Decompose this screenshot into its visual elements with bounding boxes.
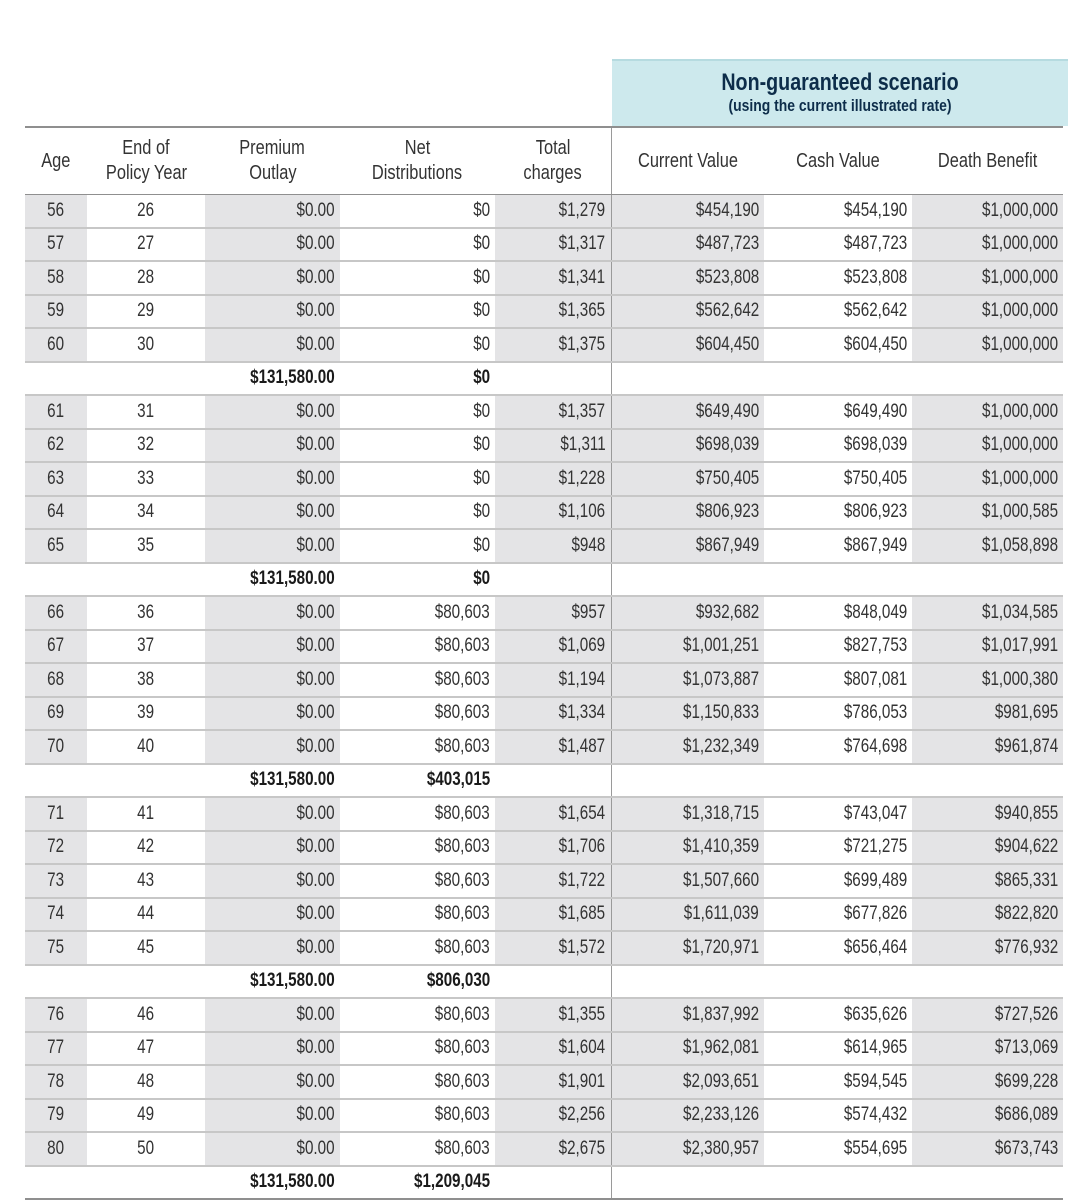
age-cell: 72 bbox=[25, 831, 87, 865]
death-benefit-cell: $1,000,000 bbox=[912, 295, 1063, 329]
cash-value-cell: $635,626 bbox=[764, 998, 912, 1032]
net-distributions-cell: $0 bbox=[340, 529, 495, 563]
death-benefit-cell: $1,034,585 bbox=[912, 596, 1063, 630]
table-row bbox=[25, 228, 1063, 262]
total-charges-cell: $1,311 bbox=[495, 429, 611, 463]
current-value-cell: $487,723 bbox=[611, 228, 764, 262]
table-row bbox=[25, 295, 1063, 329]
age-cell: 63 bbox=[25, 462, 87, 496]
current-value-cell: $1,720,971 bbox=[611, 931, 764, 965]
total-charges-cell: $1,375 bbox=[495, 328, 611, 362]
policy-year-cell: 49 bbox=[87, 1099, 205, 1133]
net-distributions-cell: $0 bbox=[340, 429, 495, 463]
cash-value-cell: $677,826 bbox=[764, 898, 912, 932]
cash-value-cell: $721,275 bbox=[764, 831, 912, 865]
policy-year-cell: 32 bbox=[87, 429, 205, 463]
total-charges-cell: $1,604 bbox=[495, 1032, 611, 1066]
col-header-premium-outlay: Premium Outlay bbox=[205, 127, 340, 195]
cash-value-cell: $750,405 bbox=[764, 462, 912, 496]
policy-year-cell: 48 bbox=[87, 1065, 205, 1099]
net-distributions-cell: $80,603 bbox=[340, 1032, 495, 1066]
policy-year-cell: 27 bbox=[87, 228, 205, 262]
distributions-subtotal-cell: $403,015 bbox=[340, 764, 495, 798]
age-cell: 60 bbox=[25, 328, 87, 362]
table-row bbox=[25, 395, 1063, 429]
scenario-subtitle: (using the current illustrated rate) bbox=[728, 96, 952, 115]
cash-value-cell: $656,464 bbox=[764, 931, 912, 965]
age-cell: 62 bbox=[25, 429, 87, 463]
empty-cell bbox=[87, 362, 205, 396]
total-charges-cell: $1,901 bbox=[495, 1065, 611, 1099]
age-cell: 58 bbox=[25, 261, 87, 295]
current-value-cell: $604,450 bbox=[611, 328, 764, 362]
age-cell: 75 bbox=[25, 931, 87, 965]
current-value-cell: $1,962,081 bbox=[611, 1032, 764, 1066]
table-row bbox=[25, 1032, 1063, 1066]
death-benefit-cell: $1,000,000 bbox=[912, 195, 1063, 228]
policy-year-cell: 45 bbox=[87, 931, 205, 965]
total-charges-cell: $1,706 bbox=[495, 831, 611, 865]
table-row bbox=[25, 195, 1063, 228]
cash-value-cell: $764,698 bbox=[764, 730, 912, 764]
distributions-subtotal-cell: $0 bbox=[340, 563, 495, 597]
total-charges-cell: $1,654 bbox=[495, 797, 611, 831]
subtotal-row bbox=[25, 764, 1063, 798]
net-distributions-cell: $0 bbox=[340, 395, 495, 429]
table-row bbox=[25, 931, 1063, 965]
col-header-age: Age bbox=[25, 127, 87, 195]
premium-outlay-cell: $0.00 bbox=[205, 195, 340, 228]
net-distributions-cell: $0 bbox=[340, 496, 495, 530]
premium-outlay-cell: $0.00 bbox=[205, 261, 340, 295]
death-benefit-cell: $686,089 bbox=[912, 1099, 1063, 1133]
death-benefit-cell: $822,820 bbox=[912, 898, 1063, 932]
policy-year-cell: 39 bbox=[87, 697, 205, 731]
net-distributions-cell: $80,603 bbox=[340, 1065, 495, 1099]
cash-value-cell: $699,489 bbox=[764, 864, 912, 898]
policy-year-cell: 43 bbox=[87, 864, 205, 898]
total-charges-cell: $2,675 bbox=[495, 1132, 611, 1166]
col-header-net-distributions: Net Distributions bbox=[340, 127, 495, 195]
death-benefit-cell: $904,622 bbox=[912, 831, 1063, 865]
cash-value-cell: $786,053 bbox=[764, 697, 912, 731]
empty-cell bbox=[87, 1166, 205, 1200]
total-charges-cell: $957 bbox=[495, 596, 611, 630]
policy-year-cell: 29 bbox=[87, 295, 205, 329]
table-row bbox=[25, 328, 1063, 362]
current-value-cell: $1,150,833 bbox=[611, 697, 764, 731]
total-charges-cell: $1,685 bbox=[495, 898, 611, 932]
policy-year-cell: 34 bbox=[87, 496, 205, 530]
cash-value-cell: $848,049 bbox=[764, 596, 912, 630]
premium-outlay-cell: $0.00 bbox=[205, 1132, 340, 1166]
current-value-cell: $698,039 bbox=[611, 429, 764, 463]
net-distributions-cell: $80,603 bbox=[340, 1132, 495, 1166]
empty-cell bbox=[611, 764, 764, 798]
death-benefit-cell: $1,000,380 bbox=[912, 663, 1063, 697]
policy-year-cell: 46 bbox=[87, 998, 205, 1032]
total-charges-cell: $1,194 bbox=[495, 663, 611, 697]
premium-subtotal-cell: $131,580.00 bbox=[205, 563, 340, 597]
total-charges-cell: $1,106 bbox=[495, 496, 611, 530]
empty-cell bbox=[611, 362, 764, 396]
subtotal-row bbox=[25, 362, 1063, 396]
table-row bbox=[25, 697, 1063, 731]
table-row bbox=[25, 730, 1063, 764]
empty-cell bbox=[495, 362, 611, 396]
premium-outlay-cell: $0.00 bbox=[205, 462, 340, 496]
empty-cell bbox=[25, 1166, 87, 1200]
cash-value-cell: $454,190 bbox=[764, 195, 912, 228]
death-benefit-cell: $1,000,000 bbox=[912, 261, 1063, 295]
cash-value-cell: $562,642 bbox=[764, 295, 912, 329]
death-benefit-cell: $699,228 bbox=[912, 1065, 1063, 1099]
net-distributions-cell: $80,603 bbox=[340, 630, 495, 664]
age-cell: 57 bbox=[25, 228, 87, 262]
policy-year-cell: 26 bbox=[87, 195, 205, 228]
net-distributions-cell: $80,603 bbox=[340, 864, 495, 898]
premium-outlay-cell: $0.00 bbox=[205, 831, 340, 865]
death-benefit-cell: $673,743 bbox=[912, 1132, 1063, 1166]
premium-outlay-cell: $0.00 bbox=[205, 395, 340, 429]
current-value-cell: $1,001,251 bbox=[611, 630, 764, 664]
policy-year-cell: 36 bbox=[87, 596, 205, 630]
current-value-cell: $867,949 bbox=[611, 529, 764, 563]
table-row bbox=[25, 1132, 1063, 1166]
policy-year-cell: 47 bbox=[87, 1032, 205, 1066]
cash-value-cell: $594,545 bbox=[764, 1065, 912, 1099]
premium-outlay-cell: $0.00 bbox=[205, 864, 340, 898]
cash-value-cell: $867,949 bbox=[764, 529, 912, 563]
total-charges-cell: $1,334 bbox=[495, 697, 611, 731]
age-cell: 68 bbox=[25, 663, 87, 697]
empty-cell bbox=[912, 362, 1063, 396]
header-row bbox=[25, 127, 1063, 195]
current-value-cell: $806,923 bbox=[611, 496, 764, 530]
current-value-cell: $454,190 bbox=[611, 195, 764, 228]
death-benefit-cell: $727,526 bbox=[912, 998, 1063, 1032]
death-benefit-cell: $1,000,000 bbox=[912, 395, 1063, 429]
current-value-cell: $1,073,887 bbox=[611, 663, 764, 697]
net-distributions-cell: $80,603 bbox=[340, 831, 495, 865]
empty-cell bbox=[495, 563, 611, 597]
distributions-subtotal-cell: $1,209,045 bbox=[340, 1166, 495, 1200]
age-cell: 66 bbox=[25, 596, 87, 630]
empty-cell bbox=[912, 764, 1063, 798]
net-distributions-cell: $0 bbox=[340, 261, 495, 295]
current-value-cell: $2,233,126 bbox=[611, 1099, 764, 1133]
policy-year-cell: 28 bbox=[87, 261, 205, 295]
net-distributions-cell: $80,603 bbox=[340, 1099, 495, 1133]
current-value-cell: $1,837,992 bbox=[611, 998, 764, 1032]
total-charges-cell: $1,355 bbox=[495, 998, 611, 1032]
table-row bbox=[25, 261, 1063, 295]
total-charges-cell: $1,722 bbox=[495, 864, 611, 898]
death-benefit-cell: $1,000,000 bbox=[912, 462, 1063, 496]
table-body bbox=[25, 195, 1063, 1200]
total-charges-cell: $2,256 bbox=[495, 1099, 611, 1133]
cash-value-cell: $807,081 bbox=[764, 663, 912, 697]
cash-value-cell: $827,753 bbox=[764, 630, 912, 664]
premium-outlay-cell: $0.00 bbox=[205, 931, 340, 965]
net-distributions-cell: $80,603 bbox=[340, 663, 495, 697]
premium-outlay-cell: $0.00 bbox=[205, 730, 340, 764]
premium-outlay-cell: $0.00 bbox=[205, 295, 340, 329]
empty-cell bbox=[87, 965, 205, 999]
col-header-cash-value: Cash Value bbox=[764, 127, 912, 195]
total-charges-cell: $1,365 bbox=[495, 295, 611, 329]
age-cell: 71 bbox=[25, 797, 87, 831]
scenario-header bbox=[612, 59, 1068, 126]
cash-value-cell: $487,723 bbox=[764, 228, 912, 262]
age-cell: 64 bbox=[25, 496, 87, 530]
table-row bbox=[25, 898, 1063, 932]
premium-outlay-cell: $0.00 bbox=[205, 596, 340, 630]
total-charges-cell: $1,317 bbox=[495, 228, 611, 262]
policy-year-cell: 30 bbox=[87, 328, 205, 362]
premium-subtotal-cell: $131,580.00 bbox=[205, 362, 340, 396]
current-value-cell: $1,318,715 bbox=[611, 797, 764, 831]
table-row bbox=[25, 429, 1063, 463]
current-value-cell: $2,093,651 bbox=[611, 1065, 764, 1099]
empty-cell bbox=[87, 764, 205, 798]
total-charges-cell: $1,341 bbox=[495, 261, 611, 295]
net-distributions-cell: $0 bbox=[340, 295, 495, 329]
premium-outlay-cell: $0.00 bbox=[205, 697, 340, 731]
cash-value-cell: $574,432 bbox=[764, 1099, 912, 1133]
death-benefit-cell: $865,331 bbox=[912, 864, 1063, 898]
death-benefit-cell: $961,874 bbox=[912, 730, 1063, 764]
net-distributions-cell: $80,603 bbox=[340, 797, 495, 831]
death-benefit-cell: $1,017,991 bbox=[912, 630, 1063, 664]
premium-outlay-cell: $0.00 bbox=[205, 1065, 340, 1099]
col-header-current-value: Current Value bbox=[611, 127, 764, 195]
cash-value-cell: $523,808 bbox=[764, 261, 912, 295]
premium-outlay-cell: $0.00 bbox=[205, 1099, 340, 1133]
current-value-cell: $2,380,957 bbox=[611, 1132, 764, 1166]
empty-cell bbox=[495, 965, 611, 999]
net-distributions-cell: $80,603 bbox=[340, 730, 495, 764]
net-distributions-cell: $80,603 bbox=[340, 596, 495, 630]
policy-year-cell: 31 bbox=[87, 395, 205, 429]
age-cell: 59 bbox=[25, 295, 87, 329]
illustration-table bbox=[25, 126, 1063, 1200]
distributions-subtotal-cell: $806,030 bbox=[340, 965, 495, 999]
age-cell: 65 bbox=[25, 529, 87, 563]
current-value-cell: $523,808 bbox=[611, 261, 764, 295]
premium-outlay-cell: $0.00 bbox=[205, 663, 340, 697]
empty-cell bbox=[25, 563, 87, 597]
table-row bbox=[25, 864, 1063, 898]
age-cell: 79 bbox=[25, 1099, 87, 1133]
policy-year-cell: 40 bbox=[87, 730, 205, 764]
subtotal-row bbox=[25, 1166, 1063, 1200]
cash-value-cell: $698,039 bbox=[764, 429, 912, 463]
table-row bbox=[25, 831, 1063, 865]
age-cell: 80 bbox=[25, 1132, 87, 1166]
premium-outlay-cell: $0.00 bbox=[205, 998, 340, 1032]
net-distributions-cell: $0 bbox=[340, 228, 495, 262]
subtotal-row bbox=[25, 563, 1063, 597]
table-row bbox=[25, 797, 1063, 831]
scenario-title: Non-guaranteed scenario bbox=[721, 69, 959, 96]
total-charges-cell: $1,228 bbox=[495, 462, 611, 496]
age-cell: 61 bbox=[25, 395, 87, 429]
table-row bbox=[25, 663, 1063, 697]
empty-cell bbox=[764, 362, 912, 396]
policy-year-cell: 44 bbox=[87, 898, 205, 932]
premium-outlay-cell: $0.00 bbox=[205, 898, 340, 932]
policy-year-cell: 37 bbox=[87, 630, 205, 664]
age-cell: 67 bbox=[25, 630, 87, 664]
empty-cell bbox=[912, 965, 1063, 999]
empty-cell bbox=[764, 764, 912, 798]
empty-cell bbox=[611, 965, 764, 999]
age-cell: 70 bbox=[25, 730, 87, 764]
death-benefit-cell: $1,000,585 bbox=[912, 496, 1063, 530]
table-row bbox=[25, 1065, 1063, 1099]
empty-cell bbox=[764, 1166, 912, 1200]
empty-cell bbox=[912, 563, 1063, 597]
age-cell: 74 bbox=[25, 898, 87, 932]
table-row bbox=[25, 496, 1063, 530]
empty-cell bbox=[25, 764, 87, 798]
premium-outlay-cell: $0.00 bbox=[205, 429, 340, 463]
age-cell: 56 bbox=[25, 195, 87, 228]
current-value-cell: $750,405 bbox=[611, 462, 764, 496]
policy-year-cell: 38 bbox=[87, 663, 205, 697]
table-row bbox=[25, 529, 1063, 563]
table-row bbox=[25, 998, 1063, 1032]
death-benefit-cell: $981,695 bbox=[912, 697, 1063, 731]
death-benefit-cell: $940,855 bbox=[912, 797, 1063, 831]
age-cell: 77 bbox=[25, 1032, 87, 1066]
current-value-cell: $649,490 bbox=[611, 395, 764, 429]
total-charges-cell: $1,487 bbox=[495, 730, 611, 764]
cash-value-cell: $743,047 bbox=[764, 797, 912, 831]
cash-value-cell: $604,450 bbox=[764, 328, 912, 362]
net-distributions-cell: $80,603 bbox=[340, 898, 495, 932]
empty-cell bbox=[912, 1166, 1063, 1200]
cash-value-cell: $554,695 bbox=[764, 1132, 912, 1166]
empty-cell bbox=[25, 965, 87, 999]
col-header-death-benefit: Death Benefit bbox=[912, 127, 1063, 195]
policy-year-cell: 33 bbox=[87, 462, 205, 496]
current-value-cell: $1,507,660 bbox=[611, 864, 764, 898]
net-distributions-cell: $0 bbox=[340, 462, 495, 496]
cash-value-cell: $649,490 bbox=[764, 395, 912, 429]
total-charges-cell: $1,069 bbox=[495, 630, 611, 664]
age-cell: 69 bbox=[25, 697, 87, 731]
col-header-total-charges: Total charges bbox=[495, 127, 611, 195]
col-header-policy-year: End of Policy Year bbox=[87, 127, 205, 195]
policy-year-cell: 35 bbox=[87, 529, 205, 563]
table-row bbox=[25, 1099, 1063, 1133]
empty-cell bbox=[25, 362, 87, 396]
table-row bbox=[25, 630, 1063, 664]
premium-outlay-cell: $0.00 bbox=[205, 228, 340, 262]
empty-cell bbox=[87, 563, 205, 597]
death-benefit-cell: $1,000,000 bbox=[912, 429, 1063, 463]
current-value-cell: $562,642 bbox=[611, 295, 764, 329]
empty-cell bbox=[611, 563, 764, 597]
total-charges-cell: $1,572 bbox=[495, 931, 611, 965]
premium-subtotal-cell: $131,580.00 bbox=[205, 965, 340, 999]
table-row bbox=[25, 462, 1063, 496]
death-benefit-cell: $713,069 bbox=[912, 1032, 1063, 1066]
policy-year-cell: 41 bbox=[87, 797, 205, 831]
death-benefit-cell: $1,000,000 bbox=[912, 328, 1063, 362]
current-value-cell: $932,682 bbox=[611, 596, 764, 630]
premium-outlay-cell: $0.00 bbox=[205, 630, 340, 664]
net-distributions-cell: $0 bbox=[340, 195, 495, 228]
subtotal-row bbox=[25, 965, 1063, 999]
premium-outlay-cell: $0.00 bbox=[205, 328, 340, 362]
cash-value-cell: $614,965 bbox=[764, 1032, 912, 1066]
premium-outlay-cell: $0.00 bbox=[205, 529, 340, 563]
total-charges-cell: $1,279 bbox=[495, 195, 611, 228]
empty-cell bbox=[495, 1166, 611, 1200]
empty-cell bbox=[764, 563, 912, 597]
total-charges-cell: $1,357 bbox=[495, 395, 611, 429]
empty-cell bbox=[611, 1166, 764, 1200]
death-benefit-cell: $1,058,898 bbox=[912, 529, 1063, 563]
empty-cell bbox=[764, 965, 912, 999]
distributions-subtotal-cell: $0 bbox=[340, 362, 495, 396]
premium-subtotal-cell: $131,580.00 bbox=[205, 764, 340, 798]
empty-cell bbox=[495, 764, 611, 798]
net-distributions-cell: $80,603 bbox=[340, 931, 495, 965]
death-benefit-cell: $1,000,000 bbox=[912, 228, 1063, 262]
policy-year-cell: 50 bbox=[87, 1132, 205, 1166]
current-value-cell: $1,232,349 bbox=[611, 730, 764, 764]
current-value-cell: $1,410,359 bbox=[611, 831, 764, 865]
net-distributions-cell: $80,603 bbox=[340, 998, 495, 1032]
age-cell: 73 bbox=[25, 864, 87, 898]
premium-outlay-cell: $0.00 bbox=[205, 1032, 340, 1066]
premium-outlay-cell: $0.00 bbox=[205, 797, 340, 831]
age-cell: 76 bbox=[25, 998, 87, 1032]
current-value-cell: $1,611,039 bbox=[611, 898, 764, 932]
age-cell: 78 bbox=[25, 1065, 87, 1099]
premium-outlay-cell: $0.00 bbox=[205, 496, 340, 530]
cash-value-cell: $806,923 bbox=[764, 496, 912, 530]
net-distributions-cell: $80,603 bbox=[340, 697, 495, 731]
net-distributions-cell: $0 bbox=[340, 328, 495, 362]
table-row bbox=[25, 596, 1063, 630]
policy-year-cell: 42 bbox=[87, 831, 205, 865]
death-benefit-cell: $776,932 bbox=[912, 931, 1063, 965]
premium-subtotal-cell: $131,580.00 bbox=[205, 1166, 340, 1200]
total-charges-cell: $948 bbox=[495, 529, 611, 563]
